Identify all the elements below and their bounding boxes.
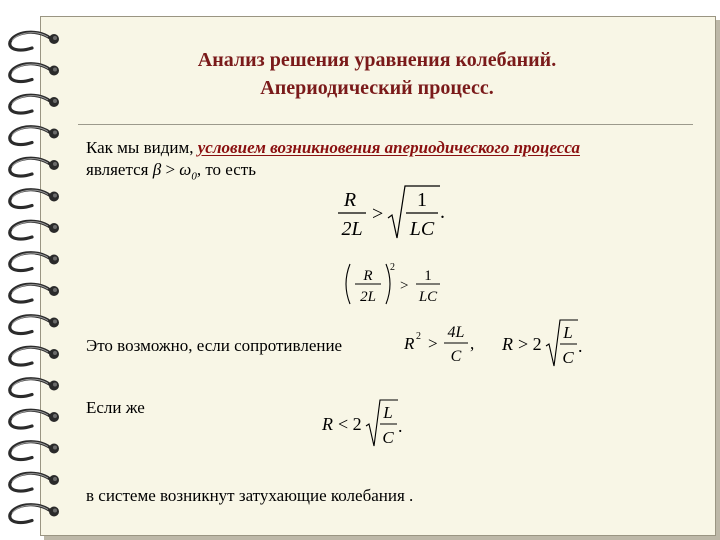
intro-prefix: Как мы видим, [86, 138, 198, 157]
f1-num-left: R [343, 189, 357, 211]
intro-emphasis: условием возникновения апериодического процесса [197, 138, 580, 157]
f5-end: . [398, 416, 403, 436]
title-line-1: Анализ решения уравнения колебаний. [197, 49, 557, 71]
omega-subscript: 0 [191, 170, 197, 183]
binding-ring [10, 379, 59, 397]
greater-than: > [161, 160, 180, 179]
title-divider [78, 124, 693, 125]
f4-end: . [578, 336, 583, 356]
slide-title [40, 46, 714, 102]
f2-op: > [400, 278, 409, 294]
f3-end: , [470, 334, 475, 353]
title-line-2: Апериодический процесс. [260, 77, 494, 99]
binding-ring [10, 473, 59, 491]
binding-ring [10, 253, 59, 271]
f2-num-right: 1 [424, 268, 432, 284]
binding-ring [10, 410, 59, 428]
binding-ring [10, 442, 59, 460]
f1-num-right: 1 [417, 189, 427, 211]
f5-lhs: R [322, 414, 333, 434]
f4-num: L [563, 323, 573, 342]
possible-text: Это возможно, если сопротивление [86, 336, 343, 355]
f4-lhs: R [502, 334, 513, 354]
binding-ring [10, 158, 59, 176]
formula-inequality-3 [404, 320, 484, 368]
beta-symbol: β [152, 160, 162, 179]
intro-line-1 [86, 138, 580, 158]
omega-symbol: ω [179, 160, 192, 179]
formula-inequality-1 [336, 184, 456, 244]
binding-ring [10, 284, 59, 302]
f4-op: > 2 [518, 334, 542, 354]
f1-end: . [440, 201, 445, 223]
f3-op: > [428, 334, 438, 353]
binding-ring [10, 347, 59, 365]
binding-ring [10, 127, 59, 145]
binding-ring [10, 190, 59, 208]
f3-lhs: R [404, 334, 415, 353]
f1-den-right: LC [409, 218, 435, 240]
f2-den-left: 2L [360, 289, 376, 305]
f3-exponent: 2 [416, 331, 421, 342]
formula-inequality-2 [342, 262, 452, 310]
intro-line2-prefix: является [86, 160, 153, 179]
intro-line-2 [86, 160, 256, 186]
f5-den: C [382, 428, 394, 447]
f2-den-right: LC [418, 289, 438, 305]
binding-ring [10, 221, 59, 239]
f5-op: < 2 [338, 414, 362, 434]
f4-den: C [562, 348, 574, 367]
formula-inequality-5 [322, 396, 412, 450]
if-text: Если же [86, 398, 145, 417]
result-text: в системе возникнут затухающие колебания . [86, 486, 414, 505]
f5-num: L [383, 403, 393, 422]
f2-exponent: 2 [390, 262, 395, 273]
f3-den: C [450, 348, 462, 365]
intro-line2-suffix: , то есть [196, 160, 256, 179]
formula-inequality-4 [502, 316, 592, 370]
binding-ring [10, 316, 59, 334]
f1-den-left: 2L [341, 218, 363, 240]
f1-op: > [372, 203, 384, 225]
f2-num-left: R [363, 268, 373, 284]
f2-left-paren [346, 264, 350, 304]
binding-ring [10, 505, 59, 523]
f3-num: 4L [447, 324, 465, 341]
